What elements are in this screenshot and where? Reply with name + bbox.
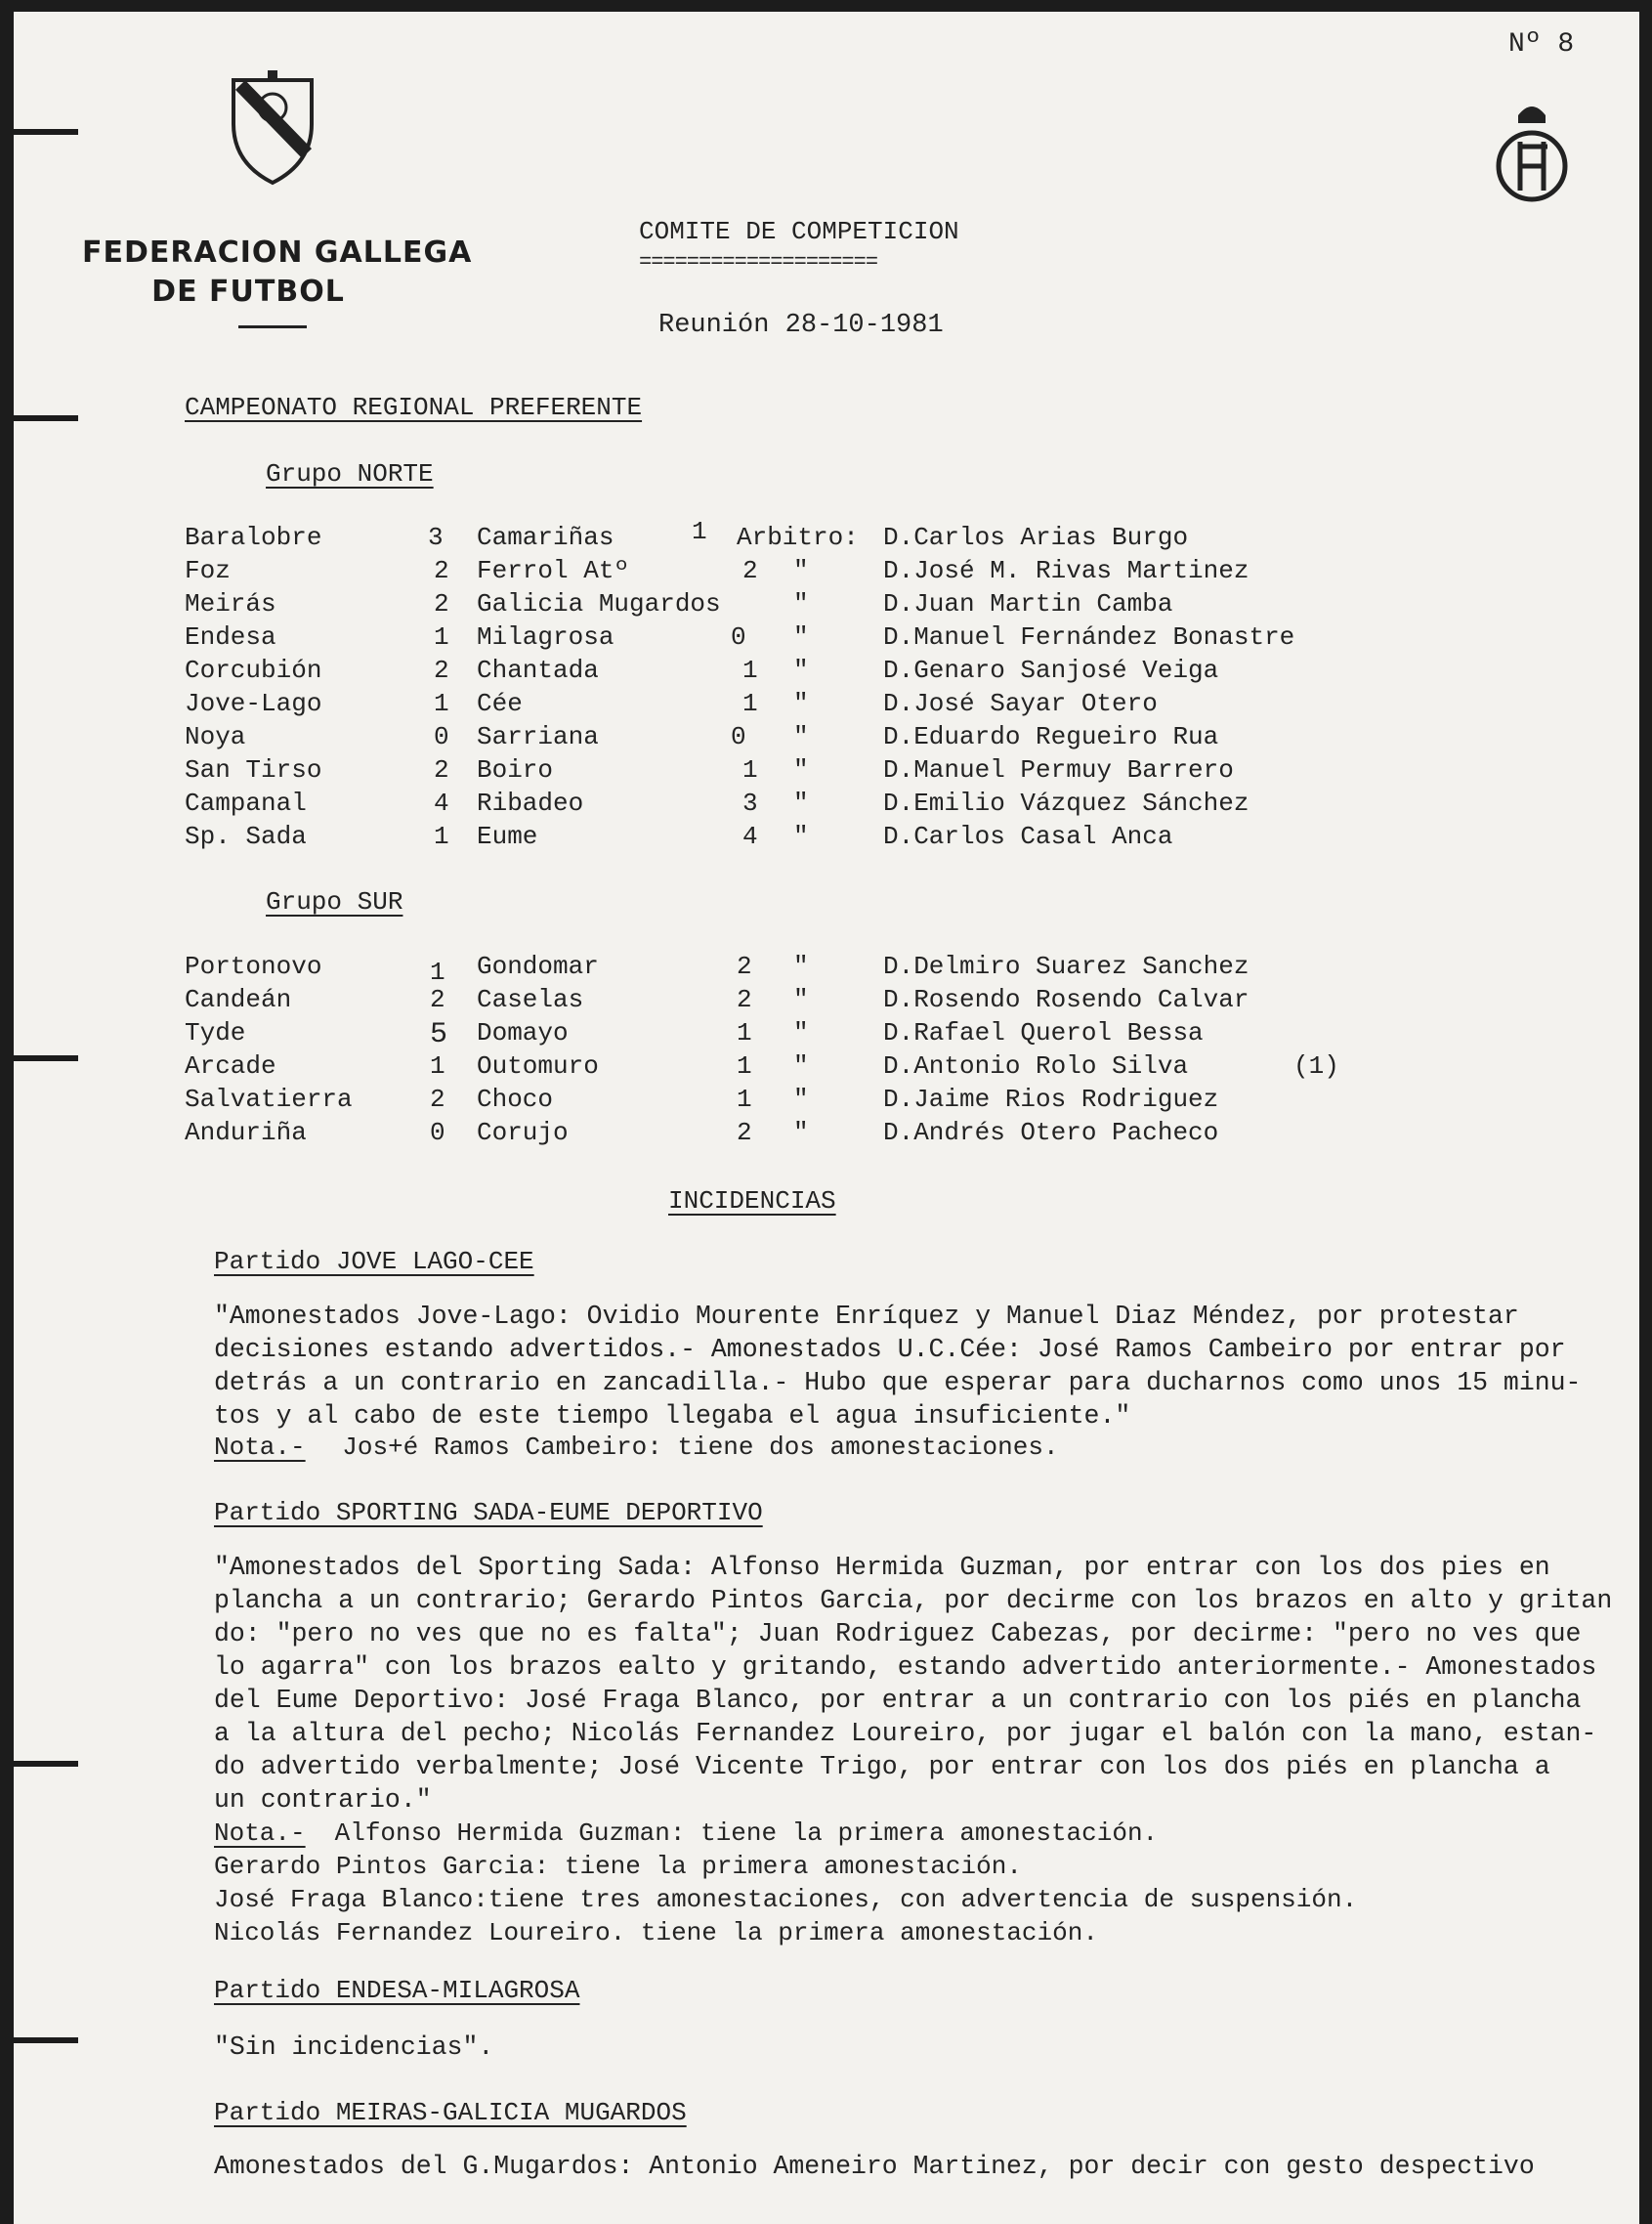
away-goals: 1 bbox=[742, 755, 758, 785]
note-text: Alfonso Hermida Guzman: tiene la primera amonestación. bbox=[334, 1818, 1159, 1848]
away-goals: 2 bbox=[737, 985, 752, 1014]
away-goals: 0 bbox=[731, 722, 746, 751]
document-number: Nº 8 bbox=[1508, 29, 1575, 60]
away-goals: 2 bbox=[737, 1118, 752, 1147]
home-goals: 2 bbox=[430, 985, 445, 1014]
away-team: Sarriana bbox=[477, 722, 599, 751]
away-team: Corujo bbox=[477, 1118, 569, 1147]
home-goals: 2 bbox=[434, 589, 449, 619]
away-goals: 0 bbox=[731, 622, 746, 652]
incident-text-line: do: "pero no ves que no es falta"; Juan Rodriguez Cabezas, por decirme: "pero no ves que bbox=[214, 1619, 1582, 1648]
binder-hole bbox=[14, 415, 78, 421]
home-goals: 3 bbox=[428, 523, 444, 552]
incident-text-line: do advertido verbalmente; José Vicente Trigo, por entrar con los dos piés en plancha a bbox=[214, 1752, 1550, 1781]
incident-text-line: un contrario." bbox=[214, 1785, 432, 1815]
binder-hole bbox=[14, 1761, 78, 1767]
referee: D.Emilio Vázquez Sánchez bbox=[883, 789, 1250, 818]
ditto-mark: " bbox=[793, 556, 809, 585]
group-title-norte: Grupo NORTE bbox=[266, 459, 434, 489]
group-title-sur: Grupo SUR bbox=[266, 887, 403, 917]
referee: D.Delmiro Suarez Sanchez bbox=[883, 952, 1250, 981]
referee: D.Eduardo Regueiro Rua bbox=[883, 722, 1219, 751]
home-team: Arcade bbox=[185, 1051, 276, 1081]
match-row bbox=[14, 656, 1639, 689]
home-team: Meirás bbox=[185, 589, 276, 619]
ditto-mark: " bbox=[793, 985, 809, 1014]
home-goals: 1 bbox=[434, 689, 449, 718]
away-team: Eume bbox=[477, 822, 538, 851]
away-team: Cée bbox=[477, 689, 523, 718]
home-team: Portonovo bbox=[185, 952, 322, 981]
binder-hole bbox=[14, 129, 78, 135]
referee: D.Juan Martin Camba bbox=[883, 589, 1173, 619]
match-row bbox=[14, 689, 1639, 722]
referee: D.Andrés Otero Pacheco bbox=[883, 1118, 1219, 1147]
home-team: Endesa bbox=[185, 622, 276, 652]
referee: D.Carlos Arias Burgo bbox=[883, 523, 1189, 552]
home-team: Foz bbox=[185, 556, 231, 585]
note-text: Jos+é Ramos Cambeiro: tiene dos amonestaciones. bbox=[342, 1433, 1059, 1462]
referee: D.Antonio Rolo Silva bbox=[883, 1051, 1189, 1081]
ditto-mark: " bbox=[793, 722, 809, 751]
away-goals: 1 bbox=[737, 1085, 752, 1114]
ditto-mark: " bbox=[793, 755, 809, 785]
incident-text bbox=[214, 1551, 1621, 1817]
away-team: Choco bbox=[477, 1085, 554, 1114]
ditto-mark: " bbox=[793, 789, 809, 818]
incident-text-line: "Amonestados Jove-Lago: Ovidio Mourente Enríquez y Manuel Diaz Méndez, por protestar bbox=[214, 1302, 1519, 1331]
note-label: Nota.- bbox=[214, 1818, 306, 1848]
rfef-emblem-icon bbox=[1491, 98, 1573, 205]
away-goals: 2 bbox=[742, 556, 758, 585]
home-team: Salvatierra bbox=[185, 1085, 353, 1114]
away-goals: 2 bbox=[737, 952, 752, 981]
committee-title: COMITE DE COMPETICION bbox=[639, 217, 959, 246]
away-goals: 3 bbox=[742, 789, 758, 818]
away-goals: 1 bbox=[737, 1051, 752, 1081]
home-goals: 1 bbox=[434, 622, 449, 652]
note-text: Nicolás Fernandez Loureiro. tiene la primera amonestación. bbox=[214, 1918, 1098, 1947]
championship-title: CAMPEONATO REGIONAL PREFERENTE bbox=[185, 393, 643, 422]
away-team: Ferrol Atº bbox=[477, 556, 630, 585]
incident-note bbox=[214, 1433, 1059, 1462]
referee-label: Arbitro: bbox=[737, 523, 859, 552]
ditto-mark: " bbox=[793, 1085, 809, 1114]
referee: D.José M. Rivas Martinez bbox=[883, 556, 1250, 585]
divider bbox=[238, 325, 307, 328]
away-team: Chantada bbox=[477, 656, 599, 685]
federation-name-line2: DE FUTBOL bbox=[151, 275, 345, 309]
incident-text-line: lo agarra" con los brazos ealto y gritando, estando advertido anteriormente.- Amonestados bbox=[214, 1652, 1597, 1682]
document-page bbox=[14, 12, 1639, 2224]
home-team: Corcubión bbox=[185, 656, 322, 685]
home-team: Noya bbox=[185, 722, 246, 751]
away-team: Galicia Mugardos bbox=[477, 589, 721, 619]
home-team: San Tirso bbox=[185, 755, 322, 785]
note-text: José Fraga Blanco:tiene tres amonestaciones, con advertencia de suspensión. bbox=[214, 1885, 1358, 1914]
referee: D.Jaime Rios Rodriguez bbox=[883, 1085, 1219, 1114]
committee-title-underline: ==================== bbox=[639, 250, 878, 275]
incident-notes bbox=[214, 1817, 1357, 1949]
footnote-marker: (1) bbox=[1293, 1051, 1339, 1081]
match-row bbox=[14, 1051, 1639, 1085]
home-goals: 2 bbox=[434, 755, 449, 785]
incident-text-line: tos y al cabo de este tiempo llegaba el agua insuficiente." bbox=[214, 1401, 1131, 1431]
home-goals: 2 bbox=[434, 656, 449, 685]
away-team: Ribadeo bbox=[477, 789, 584, 818]
incident-title: Partido ENDESA-MILAGROSA bbox=[214, 1976, 580, 2005]
away-goals: 1 bbox=[742, 689, 758, 718]
note-label: Nota.- bbox=[214, 1433, 306, 1462]
ditto-mark: " bbox=[793, 1051, 809, 1081]
referee: D.Manuel Permuy Barrero bbox=[883, 755, 1234, 785]
match-row bbox=[14, 1118, 1639, 1151]
away-goals: 1 bbox=[692, 517, 707, 546]
home-goals: 1 bbox=[434, 822, 449, 851]
referee: D.Manuel Fernández Bonastre bbox=[883, 622, 1295, 652]
match-row bbox=[14, 589, 1639, 622]
home-team: Anduriña bbox=[185, 1118, 307, 1147]
home-goals: 1 bbox=[430, 1051, 445, 1081]
match-row bbox=[14, 985, 1639, 1018]
away-team: Boiro bbox=[477, 755, 554, 785]
home-goals: 0 bbox=[430, 1118, 445, 1147]
home-goals: 0 bbox=[434, 722, 449, 751]
ditto-mark: " bbox=[793, 656, 809, 685]
away-goals: 4 bbox=[742, 822, 758, 851]
away-team: Outomuro bbox=[477, 1051, 599, 1081]
match-row bbox=[14, 517, 1639, 556]
away-team: Domayo bbox=[477, 1018, 569, 1048]
match-row bbox=[14, 622, 1639, 656]
referee: D.Carlos Casal Anca bbox=[883, 822, 1173, 851]
referee: D.Rafael Querol Bessa bbox=[883, 1018, 1204, 1048]
match-row bbox=[14, 755, 1639, 789]
ditto-mark: " bbox=[793, 952, 809, 981]
home-team: Baralobre bbox=[185, 523, 322, 552]
federation-name-line1: FEDERACION GALLEGA bbox=[82, 235, 473, 270]
ditto-mark: " bbox=[793, 1118, 809, 1147]
incident-text-line: decisiones estando advertidos.- Amonestados U.C.Cée: José Ramos Cambeiro por entrar por bbox=[214, 1335, 1566, 1364]
home-goals: 1 bbox=[430, 958, 445, 987]
away-goals: 1 bbox=[737, 1018, 752, 1048]
home-team: Sp. Sada bbox=[185, 822, 307, 851]
incident-text-line: plancha a un contrario; Gerardo Pintos Garcia, por decirme con los brazos en alto y gritan bbox=[214, 1586, 1613, 1615]
incident-title: Partido JOVE LAGO-CEE bbox=[214, 1247, 534, 1276]
home-team: Tyde bbox=[185, 1018, 246, 1048]
home-goals: 5 bbox=[430, 1018, 448, 1051]
meeting-date: Reunión 28-10-1981 bbox=[658, 311, 944, 340]
incident-text-line: del Eume Deportivo: José Fraga Blanco, por entrar a un contrario con los piés en plancha bbox=[214, 1686, 1582, 1715]
referee: D.José Sayar Otero bbox=[883, 689, 1158, 718]
match-row bbox=[14, 952, 1639, 985]
ditto-mark: " bbox=[793, 1018, 809, 1048]
away-team: Milagrosa bbox=[477, 622, 614, 652]
match-row bbox=[14, 822, 1639, 855]
ditto-mark: " bbox=[793, 822, 809, 851]
incidencias-title: INCIDENCIAS bbox=[668, 1186, 836, 1216]
home-team: Candeán bbox=[185, 985, 292, 1014]
match-row bbox=[14, 1085, 1639, 1118]
incident-text: Amonestados del G.Mugardos: Antonio Ameneiro Martinez, por decir con gesto despectivo bbox=[214, 2152, 1535, 2181]
incident-text bbox=[214, 1300, 1621, 1433]
federation-name bbox=[82, 234, 473, 312]
federation-crest-icon bbox=[229, 70, 317, 188]
away-team: Caselas bbox=[477, 985, 584, 1014]
ditto-mark: " bbox=[793, 589, 809, 619]
away-team: Gondomar bbox=[477, 952, 599, 981]
away-goals: 1 bbox=[742, 656, 758, 685]
referee: D.Genaro Sanjosé Veiga bbox=[883, 656, 1219, 685]
away-team: Camariñas bbox=[477, 523, 614, 552]
incident-text: "Sin incidencias". bbox=[214, 2032, 494, 2062]
home-goals: 2 bbox=[430, 1085, 445, 1114]
match-row bbox=[14, 1018, 1639, 1051]
incident-title: Partido MEIRAS-GALICIA MUGARDOS bbox=[214, 2098, 687, 2127]
match-row bbox=[14, 722, 1639, 755]
home-team: Campanal bbox=[185, 789, 307, 818]
home-team: Jove-Lago bbox=[185, 689, 322, 718]
binder-hole bbox=[14, 2037, 78, 2043]
ditto-mark: " bbox=[793, 689, 809, 718]
ditto-mark: " bbox=[793, 622, 809, 652]
home-goals: 2 bbox=[434, 556, 449, 585]
home-goals: 4 bbox=[434, 789, 449, 818]
incident-text-line: a la altura del pecho; Nicolás Fernandez Loureiro, por jugar el balón con la mano, estan- bbox=[214, 1719, 1597, 1748]
incident-text-line: "Amonestados del Sporting Sada: Alfonso Hermida Guzman, por entrar con los dos pies en bbox=[214, 1553, 1550, 1582]
note-text: Gerardo Pintos Garcia: tiene la primera amonestación. bbox=[214, 1852, 1022, 1881]
incident-title: Partido SPORTING SADA-EUME DEPORTIVO bbox=[214, 1498, 763, 1527]
referee: D.Rosendo Rosendo Calvar bbox=[883, 985, 1250, 1014]
incident-text-line: detrás a un contrario en zancadilla.- Hubo que esperar para ducharnos como unos 15 minu- bbox=[214, 1368, 1582, 1397]
match-row bbox=[14, 556, 1639, 589]
match-row bbox=[14, 789, 1639, 822]
